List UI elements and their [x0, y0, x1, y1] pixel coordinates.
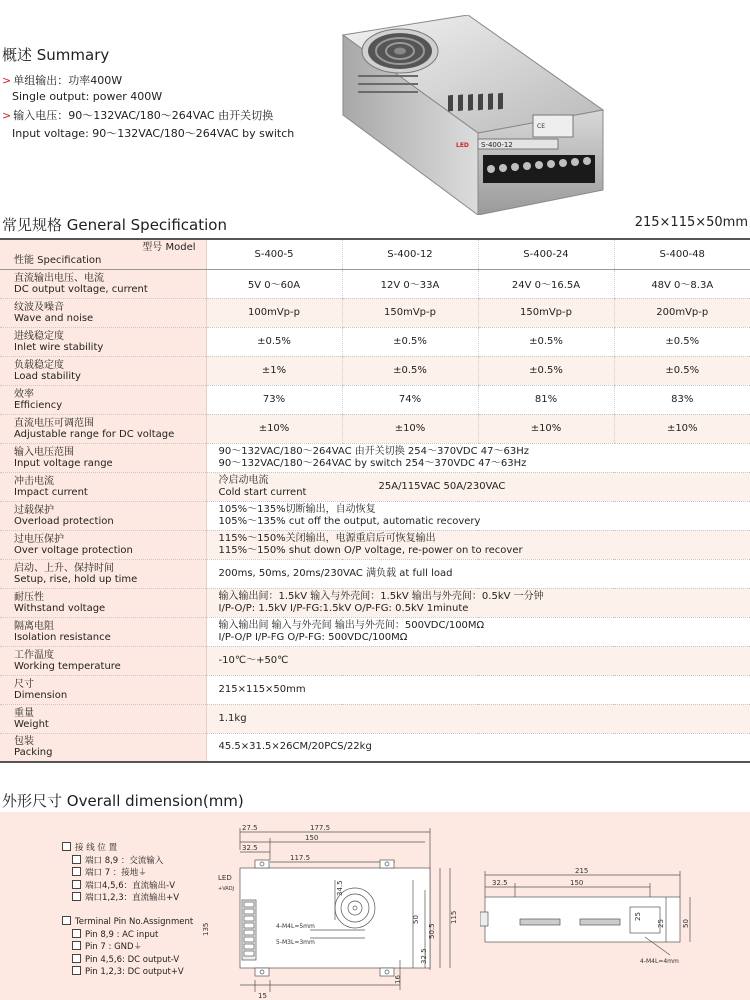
spec-row-label	[0, 269, 206, 298]
spec-row	[0, 559, 750, 588]
spec-label-en: Isolation resistance	[14, 631, 111, 643]
svg-text:4-M4L=5mm: 4-M4L=5mm	[276, 923, 315, 930]
spec-label-en: DC output voltage, current	[14, 283, 148, 295]
spec-header-row	[0, 239, 750, 269]
spec-value: ±10%	[614, 414, 750, 443]
spec-label-zh: 过载保护	[14, 504, 54, 516]
spec-label-zh: 包装	[14, 736, 34, 748]
spec-value: 200mVp-p	[614, 298, 750, 327]
svg-text:32.5: 32.5	[242, 844, 258, 852]
square-icon	[62, 842, 71, 851]
svg-text:117.5: 117.5	[290, 854, 311, 862]
spec-value: ±1%	[206, 356, 342, 385]
summary-bullet-2-en: Input voltage: 90～132VAC/180～264VAC by switch	[12, 127, 295, 140]
svg-text:135: 135	[202, 922, 210, 936]
summary-bullet-1-en: Single output: power 400W	[12, 90, 163, 103]
spec-value: 74%	[342, 385, 478, 414]
spec-row-label	[0, 385, 206, 414]
spec-value: 83%	[614, 385, 750, 414]
square-icon	[72, 892, 81, 901]
spec-value-line: 90～132VAC/180～264VAC 由开关切换 254～370VDC 47～63Hz	[218, 445, 530, 457]
spec-value-wide	[206, 501, 750, 530]
spec-label-zh: 工作温度	[14, 649, 54, 661]
square-icon	[72, 941, 81, 950]
spec-value: ±0.5%	[342, 356, 478, 385]
svg-text:25: 25	[657, 919, 665, 928]
summary-bullet-2: > 输入电压：90～132VAC/180～264VAC 由开关切换	[2, 109, 274, 122]
svg-text:CE: CE	[537, 123, 545, 130]
spec-label-en: Input voltage range	[14, 457, 113, 469]
spec-row-label	[0, 675, 206, 704]
spec-value-wide	[206, 646, 750, 675]
spec-row	[0, 356, 750, 385]
spec-value: ±10%	[342, 414, 478, 443]
spec-row	[0, 472, 750, 501]
spec-value-line: 115%～150% shut down O/P voltage, re-power on to recover	[218, 544, 523, 556]
spec-row-label	[0, 443, 206, 472]
spec-row	[0, 269, 750, 298]
bullet-arrow-icon: >	[2, 74, 12, 87]
spec-table	[0, 238, 750, 763]
spec-value-line: I/P-O/P I/P-FG O/P-FG: 500VDC/100MΩ	[218, 631, 408, 643]
spec-value: ±10%	[206, 414, 342, 443]
bullet-arrow-icon: >	[2, 109, 12, 122]
svg-text:50: 50	[412, 915, 420, 924]
spec-value: 48V 0～8.3A	[614, 269, 750, 298]
spec-value-wide	[206, 530, 750, 559]
svg-text:50: 50	[682, 919, 690, 928]
spec-label-zh: 负载稳定度	[14, 359, 64, 371]
spec-value: ±0.5%	[614, 327, 750, 356]
spec-label-en: Packing	[14, 747, 53, 759]
svg-text:115: 115	[450, 910, 458, 924]
svg-text:LED: LED	[456, 142, 469, 149]
side-view-drawing	[480, 867, 700, 987]
spec-label-en: Working temperature	[14, 660, 121, 672]
spec-label-en: Over voltage protection	[14, 544, 133, 556]
spec-value: 12V 0～33A	[342, 269, 478, 298]
spec-label-zh: 启动、上升、保持时间	[14, 562, 114, 574]
svg-text:15: 15	[258, 992, 267, 1000]
spec-row-label	[0, 704, 206, 733]
spec-header-label	[0, 239, 206, 269]
spec-row	[0, 298, 750, 327]
spec-label-zh: 冲击电流	[14, 475, 54, 487]
svg-text:32.5: 32.5	[492, 879, 508, 887]
spec-value-wide	[206, 675, 750, 704]
spec-label-en: Weight	[14, 718, 49, 730]
spec-row-label	[0, 588, 206, 617]
svg-text:215: 215	[575, 867, 589, 875]
spec-value-wide	[206, 617, 750, 646]
model-label: 型号 Model	[142, 242, 196, 254]
spec-row	[0, 530, 750, 559]
svg-text:S-400-12: S-400-12	[481, 141, 513, 149]
svg-text:5-M3L=3mm: 5-M3L=3mm	[276, 939, 315, 946]
spec-value-wide	[206, 588, 750, 617]
spec-value-line: 105%～135% cut off the output, automatic recovery	[218, 515, 481, 527]
spec-value: ±10%	[478, 414, 614, 443]
svg-text:32.5: 32.5	[420, 948, 428, 964]
spec-row-label	[0, 327, 206, 356]
square-icon	[72, 880, 81, 889]
spec-value: 5V 0～60A	[206, 269, 342, 298]
spec-value-line: -10℃～+50℃	[218, 654, 289, 666]
spec-row-label	[0, 530, 206, 559]
spec-value-wide: 冷启动电流 Cold start current 25A/115VAC 50A/230VAC	[206, 472, 750, 501]
svg-text:25: 25	[634, 912, 642, 921]
summary-bullet-1: > 单组输出：功率400W	[2, 74, 123, 87]
square-icon	[72, 954, 81, 963]
square-icon	[72, 966, 81, 975]
spec-value-line: 90～132VAC/180～264VAC by switch 254～370VDC 47～63Hz	[218, 457, 527, 469]
terminal-legend-en: Terminal Pin No.Assignment Pin 8,9 : AC input Pin 7 : GND⏚ Pin 4,5,6: DC output-V Pin 1,2,3: DC output+V	[62, 916, 193, 979]
spec-size: 215×115×50mm	[634, 215, 748, 230]
spec-value-line: I/P-O/P: 1.5kV I/P-FG:1.5kV O/P-FG: 0.5kV 1minute	[218, 602, 469, 614]
spec-label-en: Impact current	[14, 486, 88, 498]
spec-row-label	[0, 472, 206, 501]
spec-label-en: Wave and noise	[14, 312, 94, 324]
spec-value-line: 215×115×50mm	[218, 683, 306, 695]
spec-row	[0, 704, 750, 733]
svg-text:150: 150	[570, 879, 584, 887]
model-name: S-400-5	[206, 239, 342, 269]
terminal-legend-zh: 接 线 位 置 端口 8,9 ：交流输入 端口 7 ：接地⏚ 端口4,5,6：直流输出-V 端口1,2,3：直流输出+V	[62, 842, 179, 905]
svg-text:50.5: 50.5	[428, 923, 436, 939]
spec-label-zh: 尺寸	[14, 678, 34, 690]
spec-row	[0, 385, 750, 414]
spec-value: 73%	[206, 385, 342, 414]
spec-value: 24V 0～16.5A	[478, 269, 614, 298]
square-icon	[62, 916, 71, 925]
dimension-title: 外形尺寸 Overall dimension(mm)	[2, 792, 244, 810]
spec-row-label	[0, 501, 206, 530]
svg-text:+VADJ: +VADJ	[218, 886, 235, 892]
spec-label-en: Overload protection	[14, 515, 114, 527]
svg-text:177.5: 177.5	[310, 824, 331, 832]
svg-text:4-M4L=4mm: 4-M4L=4mm	[640, 958, 679, 965]
spec-value: 100mVp-p	[206, 298, 342, 327]
spec-value: ±0.5%	[478, 327, 614, 356]
spec-value-line: 200ms, 50ms, 20ms/230VAC 满负载 at full load	[218, 567, 453, 579]
spec-row	[0, 443, 750, 472]
spec-value-line: 冷启动电流	[218, 474, 269, 486]
spec-label-zh: 直流电压可调范围	[14, 417, 94, 429]
spec-label-zh: 效率	[14, 388, 34, 400]
spec-label: 性能 Specification	[14, 255, 102, 267]
spec-value: ±0.5%	[206, 327, 342, 356]
svg-text:LED: LED	[218, 874, 232, 882]
spec-row	[0, 675, 750, 704]
spec-label-zh: 纹波及噪音	[14, 301, 64, 313]
spec-value: 150mVp-p	[478, 298, 614, 327]
spec-label-zh: 隔离电阻	[14, 620, 54, 632]
spec-row	[0, 327, 750, 356]
model-name: S-400-24	[478, 239, 614, 269]
spec-value-wide	[206, 559, 750, 588]
spec-value-wide	[206, 704, 750, 733]
spec-row-label	[0, 414, 206, 443]
square-icon	[72, 867, 81, 876]
svg-text:34.5: 34.5	[336, 880, 344, 896]
spec-value: ±0.5%	[614, 356, 750, 385]
spec-value-line: Cold start current	[218, 486, 307, 498]
spec-label-zh: 重量	[14, 707, 34, 719]
spec-row-label	[0, 559, 206, 588]
spec-row	[0, 733, 750, 762]
model-name: S-400-12	[342, 239, 478, 269]
spec-label-en: Adjustable range for DC voltage	[14, 428, 175, 440]
spec-value-wide	[206, 733, 750, 762]
spec-label-en: Efficiency	[14, 399, 63, 411]
spec-value: ±0.5%	[342, 327, 478, 356]
spec-label-en: Withstand voltage	[14, 602, 106, 614]
spec-value-line: 45.5×31.5×26CM/20PCS/22kg	[218, 741, 372, 753]
square-icon	[72, 929, 81, 938]
spec-label-zh: 进线稳定度	[14, 330, 64, 342]
svg-text:150: 150	[305, 834, 319, 842]
model-name: S-400-48	[614, 239, 750, 269]
spec-row-label	[0, 298, 206, 327]
spec-value-line: 输入输出间 输入与外壳间 输出与外壳间：500VDC/100MΩ	[218, 619, 485, 631]
spec-value-line: 115%～150%关闭输出，电源重启后可恢复输出	[218, 532, 436, 544]
spec-value-line: 105%～135%切断输出，自动恢复	[218, 503, 376, 515]
spec-row-label	[0, 646, 206, 675]
product-photo	[338, 15, 608, 215]
spec-row	[0, 414, 750, 443]
spec-value: 150mVp-p	[342, 298, 478, 327]
dimension-panel	[0, 812, 750, 1000]
spec-label-zh: 直流输出电压、电流	[14, 272, 104, 284]
spec-label-zh: 过电压保护	[14, 533, 64, 545]
spec-value-line: 输入输出间：1.5kV 输入与外壳间：1.5kV 输出与外壳间：0.5kV 一分钟	[218, 590, 544, 602]
spec-value-wide	[206, 443, 750, 472]
spec-value: ±0.5%	[478, 356, 614, 385]
spec-row-label	[0, 617, 206, 646]
spec-title: 常见规格 General Specification	[2, 216, 227, 234]
spec-label-en: Dimension	[14, 689, 68, 701]
spec-row-label	[0, 733, 206, 762]
spec-row	[0, 501, 750, 530]
spec-value-line: 1.1kg	[218, 712, 247, 724]
square-icon	[72, 855, 81, 864]
spec-row	[0, 646, 750, 675]
spec-label-en: Setup, rise, hold up time	[14, 573, 138, 585]
spec-label-zh: 耐压性	[14, 591, 44, 603]
svg-text:27.5: 27.5	[242, 824, 258, 832]
spec-label-en: Inlet wire stability	[14, 341, 104, 353]
summary-title: 概述 Summary	[2, 46, 110, 64]
svg-text:16: 16	[394, 975, 402, 984]
spec-label-en: Load stability	[14, 370, 81, 382]
spec-value: 81%	[478, 385, 614, 414]
spec-label-zh: 输入电压范围	[14, 446, 74, 458]
spec-row-label	[0, 356, 206, 385]
spec-row	[0, 588, 750, 617]
front-view-drawing	[200, 820, 470, 1000]
spec-row	[0, 617, 750, 646]
